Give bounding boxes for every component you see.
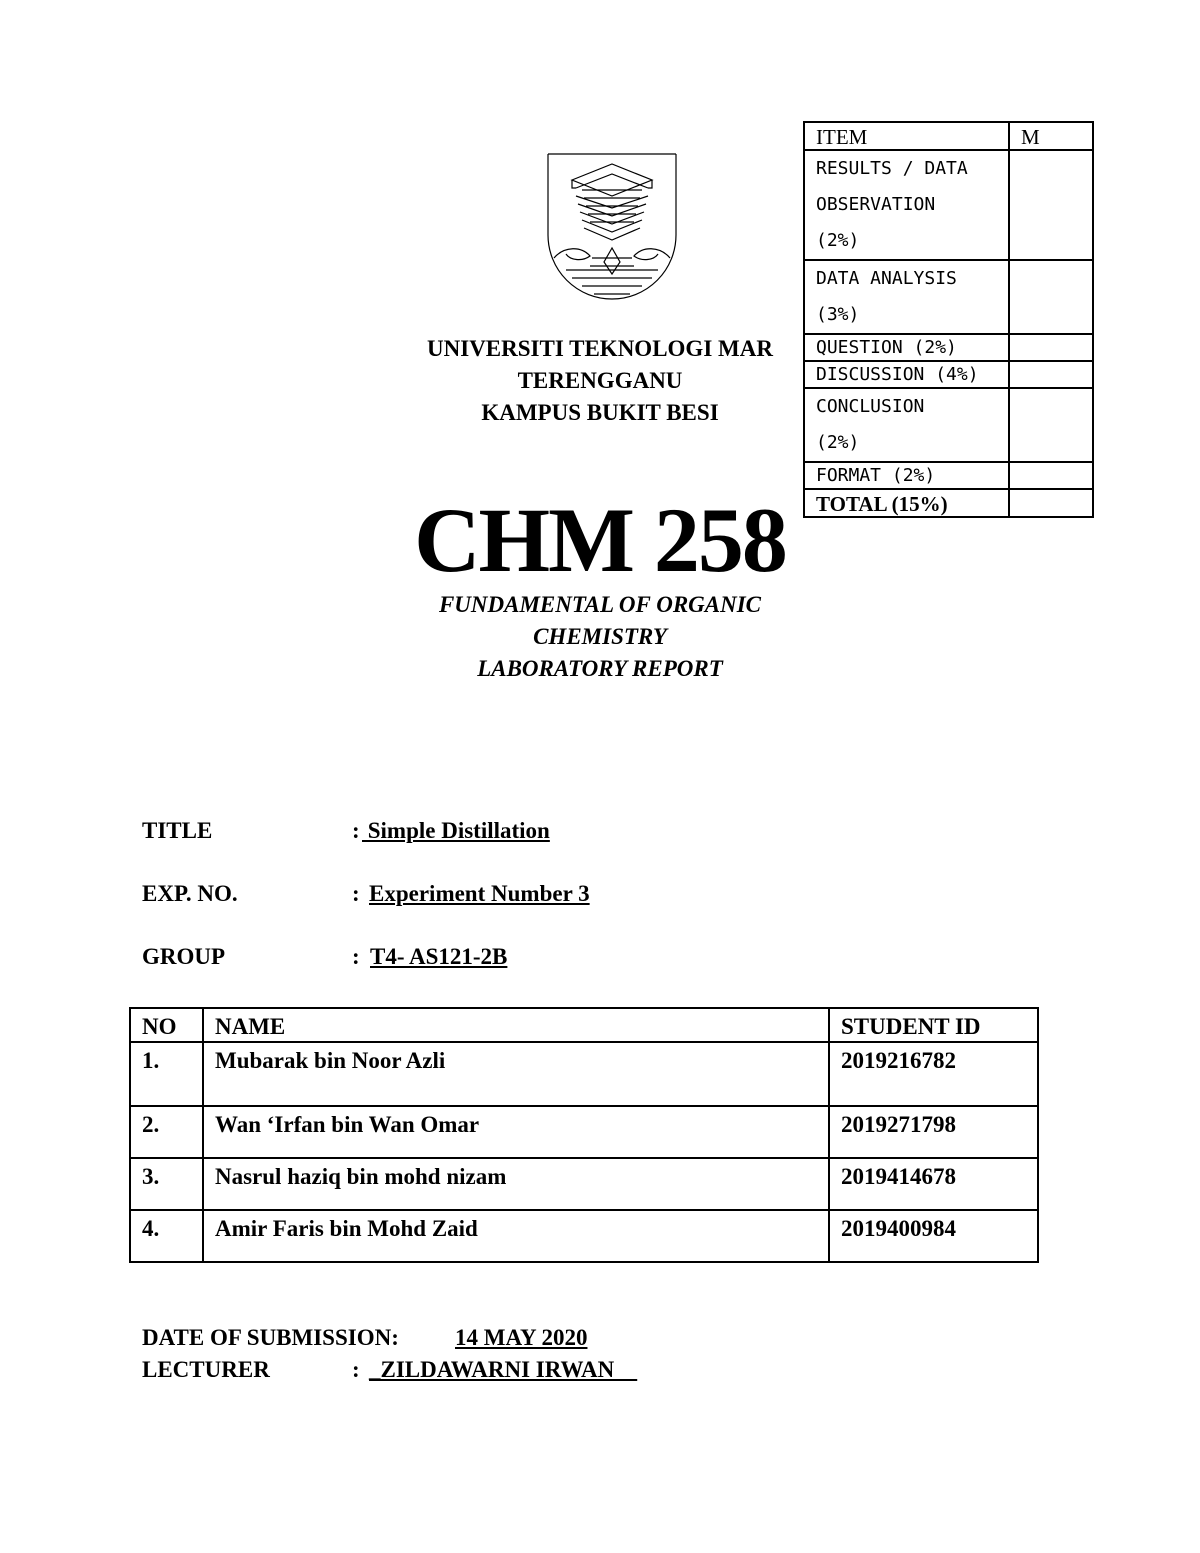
marks-header-row (804, 122, 1093, 150)
group-value: T4- AS121-2B (370, 944, 508, 969)
marks-total-value[interactable] (1009, 489, 1093, 517)
marks-value-cell[interactable] (1009, 334, 1093, 361)
marks-total-label: TOTAL (15%) (804, 489, 1009, 517)
marks-header-item: ITEM (804, 122, 1009, 150)
submission-date-value: 14 MAY 2020 (455, 1325, 588, 1350)
marks-value-cell[interactable] (1009, 462, 1093, 489)
member-id: 2019216782 (829, 1042, 1038, 1106)
course-subtitle-1: FUNDAMENTAL OF ORGANIC (438, 592, 762, 617)
marks-row (804, 150, 1093, 260)
marks-table (803, 121, 1094, 518)
university-name: UNIVERSITI TEKNOLOGI MAR (427, 336, 773, 361)
marks-item: DATA ANALYSIS (3%) (804, 260, 1009, 334)
members-header-row (130, 1008, 1038, 1042)
title-value: Simple Distillation (362, 818, 550, 843)
marks-item: QUESTION (2%) (804, 334, 1009, 361)
course-subtitle-2: CHEMISTRY (533, 624, 667, 649)
title-label: TITLE (142, 818, 213, 843)
campus-state: TERENGGANU (517, 368, 683, 393)
lecturer-colon: : (352, 1357, 360, 1382)
exp-label: EXP. NO. (142, 881, 238, 906)
members-header-no: NO (130, 1008, 203, 1042)
marks-row (804, 260, 1093, 334)
title-colon: : (352, 818, 360, 843)
member-no: 1. (130, 1042, 203, 1106)
member-name: Wan ‘Irfan bin Wan Omar (203, 1106, 829, 1158)
course-subtitle-3: LABORATORY REPORT (477, 656, 723, 681)
table-row (130, 1210, 1038, 1262)
marks-item: DISCUSSION (4%) (804, 361, 1009, 388)
marks-value-cell[interactable] (1009, 260, 1093, 334)
members-header-name: NAME (203, 1008, 829, 1042)
university-crest-icon (542, 150, 682, 315)
campus-name: KAMPUS BUKIT BESI (481, 400, 719, 425)
marks-item: CONCLUSION (2%) (804, 388, 1009, 462)
marks-header-mark: M (1009, 122, 1093, 150)
member-id: 2019271798 (829, 1106, 1038, 1158)
member-id: 2019400984 (829, 1210, 1038, 1262)
lecturer-label: LECTURER (142, 1357, 270, 1382)
marks-row (804, 462, 1093, 489)
member-no: 4. (130, 1210, 203, 1262)
member-no: 3. (130, 1158, 203, 1210)
lecturer-value: _ZILDAWARNI IRWAN (369, 1357, 638, 1382)
group-colon: : (352, 944, 360, 969)
member-name: Amir Faris bin Mohd Zaid (203, 1210, 829, 1262)
marks-item: RESULTS / DATA OBSERVATION (2%) (804, 150, 1009, 260)
table-row (130, 1106, 1038, 1158)
group-label: GROUP (142, 944, 226, 969)
table-row (130, 1158, 1038, 1210)
course-code: CHM 258 (414, 489, 786, 591)
table-row (130, 1042, 1038, 1106)
exp-colon: : (352, 881, 360, 906)
members-table (129, 1007, 1039, 1263)
marks-value-cell[interactable] (1009, 388, 1093, 462)
submission-date-label: DATE OF SUBMISSION: (142, 1325, 399, 1350)
member-id: 2019414678 (829, 1158, 1038, 1210)
member-name: Mubarak bin Noor Azli (203, 1042, 829, 1106)
member-name: Nasrul haziq bin mohd nizam (203, 1158, 829, 1210)
marks-value-cell[interactable] (1009, 361, 1093, 388)
member-no: 2. (130, 1106, 203, 1158)
marks-item: FORMAT (2%) (804, 462, 1009, 489)
marks-value-cell[interactable] (1009, 150, 1093, 260)
members-header-id: STUDENT ID (829, 1008, 1038, 1042)
exp-value: Experiment Number 3 (369, 881, 590, 906)
